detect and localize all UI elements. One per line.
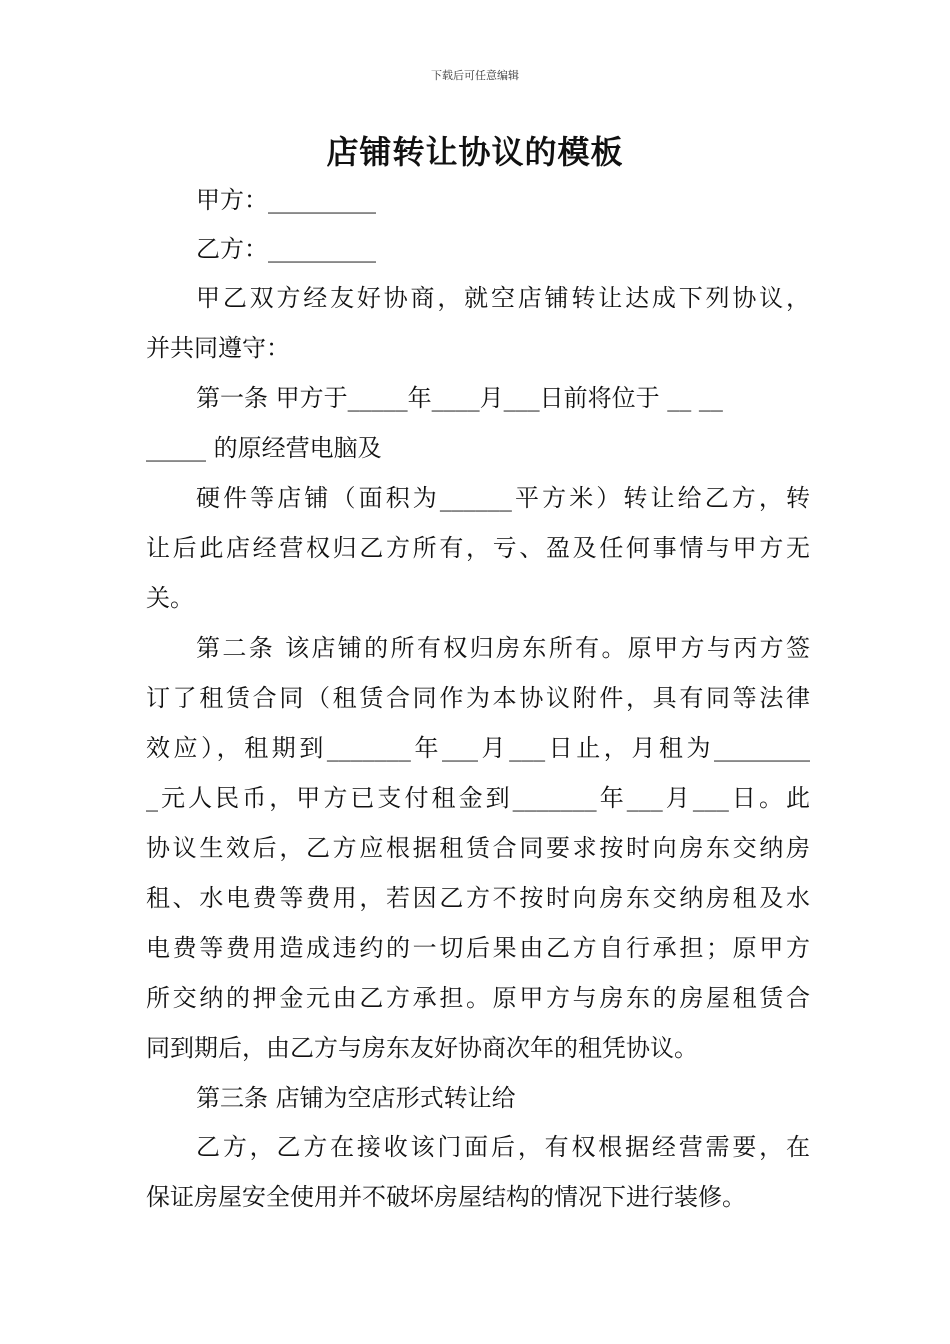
clause-2-line: _元人民币，甲方已支付租金到_______年___月___日。此 [146, 784, 810, 812]
clause-3-line: 第三条 店铺为空店形式转让给 [196, 1084, 516, 1112]
clause-2-line: 协议生效后，乙方应根据租赁合同要求按时向房东交纳房 [146, 834, 810, 862]
clause-2-line: 第二条 该店铺的所有权归房东所有。原甲方与丙方签 [196, 634, 810, 662]
clause-2-line: 订了租赁合同（租赁合同作为本协议附件，具有同等法律 [146, 684, 810, 712]
party-a-line: 甲方：_________ [196, 186, 376, 214]
clause-3-line: 保证房屋安全使用并不破坏房屋结构的情况下进行装修。 [146, 1183, 746, 1211]
clause-2-line: 效应），租期到_______年___月___日止，月租为________ [146, 734, 810, 762]
clause-1-line: 关。 [146, 584, 194, 612]
clause-1-line: _____ 的原经营电脑及 [146, 434, 382, 462]
party-b-line: 乙方：_________ [196, 235, 376, 263]
clause-2-line: 所交纳的押金元由乙方承担。原甲方与房东的房屋租赁合 [146, 984, 810, 1012]
clause-1-line: 第一条 甲方于_____年____月___日前将位于 __ __ [196, 384, 723, 412]
clause-1-line: 让后此店经营权归乙方所有，亏、盈及任何事情与甲方无 [146, 534, 810, 562]
clause-3-line: 乙方，乙方在接收该门面后，有权根据经营需要，在 [196, 1133, 810, 1161]
paragraph-line: 并共同遵守： [146, 334, 290, 362]
header-note: 下载后可任意编辑 [431, 69, 519, 82]
clause-2-line: 同到期后，由乙方与房东友好协商次年的租凭协议。 [146, 1034, 698, 1062]
paragraph-line: 甲乙双方经友好协商，就空店铺转让达成下列协议， [196, 284, 810, 312]
clause-1-line: 硬件等店铺（面积为______平方米）转让给乙方，转 [196, 484, 810, 512]
clause-2-line: 电费等费用造成违约的一切后果由乙方自行承担；原甲方 [146, 934, 810, 962]
document-title: 店铺转让协议的模板 [326, 133, 624, 171]
clause-2-line: 租、水电费等费用，若因乙方不按时向房东交纳房租及水 [146, 884, 810, 912]
